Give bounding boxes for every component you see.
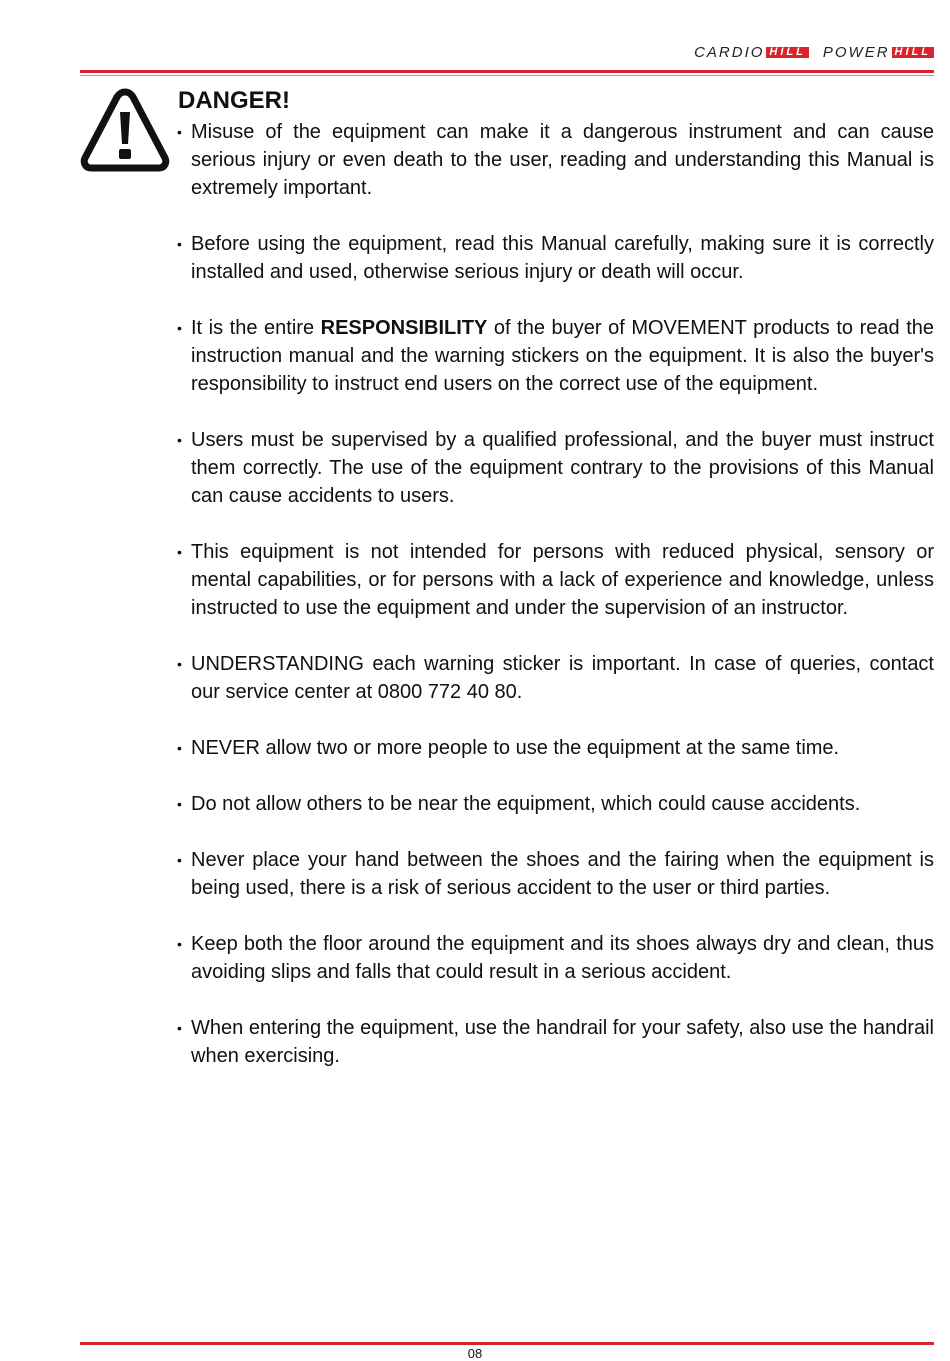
item-emphasis: RESPONSIBILITY [320, 317, 488, 339]
brand-left-prefix: CARDIO [694, 43, 765, 61]
header-divider-thin [80, 75, 934, 76]
item-text: It is the entire [191, 317, 321, 339]
danger-list-item: • Misuse of the equipment can make it a dangerous instrument and can cause serious injury or even death to the user, reading and understanding this Manual is extremely important. [176, 118, 934, 202]
danger-section [176, 86, 934, 1098]
danger-title: DANGER! [178, 87, 290, 114]
brand-cardiohill-logo [694, 44, 809, 61]
warning-triangle-icon [80, 86, 170, 176]
footer-divider [80, 1342, 934, 1345]
danger-list-item: • UNDERSTANDING each warning sticker is important. In case of queries, contact our service center at 0800 772 40 80. [176, 650, 934, 706]
danger-list-item: • This equipment is not intended for persons with reduced physical, sensory or mental capabilities, or for persons with a lack of experience and knowledge, unless instructed to use the equipment and under the supervision of an instructor. [176, 538, 934, 622]
brand-left-suffix: HILL [766, 47, 808, 58]
danger-list-item: • Keep both the floor around the equipment and its shoes always dry and clean, thus avoiding slips and falls that could result in a serious accident. [176, 930, 934, 986]
danger-list-item: • Before using the equipment, read this Manual carefully, making sure it is correctly installed and used, otherwise serious injury or death will occur. [176, 230, 934, 286]
danger-list-item: • When entering the equipment, use the handrail for your safety, also use the handrail when exercising. [176, 1014, 934, 1070]
danger-list-item: • NEVER allow two or more people to use the equipment at the same time. [176, 734, 934, 762]
danger-list-item: • Never place your hand between the shoes and the fairing when the equipment is being used, there is a risk of serious accident to the user or third parties. [176, 846, 934, 902]
page-number: 08 [467, 1346, 483, 1361]
danger-list-item: • Users must be supervised by a qualified professional, and the buyer must instruct them correctly. The use of the equipment contrary to the provisions of this Manual can cause accidents to users. [176, 426, 934, 510]
header-brand [694, 42, 934, 62]
danger-list-item [176, 314, 934, 398]
header-divider [80, 70, 934, 73]
brand-right-prefix: POWER [822, 43, 890, 61]
danger-list-item: • Do not allow others to be near the equipment, which could cause accidents. [176, 790, 934, 818]
item-text: of the buyer of MOVEMENT products to read the instruction manual and the warning stickers on the equipment. It is also the buyer's responsibility to instruct end users on the correct use of the equipment. [191, 317, 934, 395]
brand-right-suffix: HILL [892, 47, 934, 58]
brand-powerhill-logo [823, 44, 934, 61]
danger-list [176, 118, 934, 1070]
